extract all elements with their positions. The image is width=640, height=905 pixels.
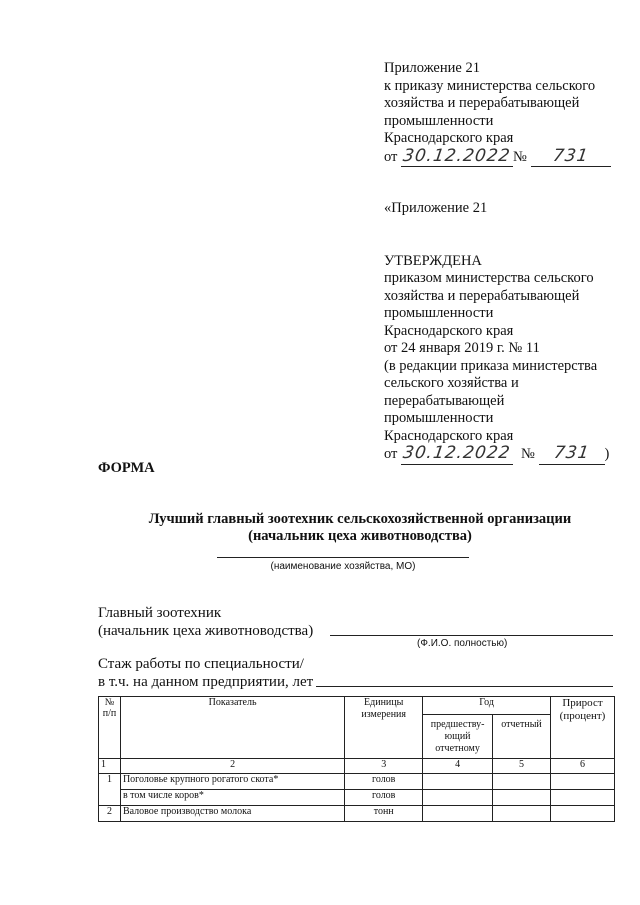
row-growth-value[interactable] <box>551 774 615 790</box>
approval-header <box>384 200 634 465</box>
col-number: 4 <box>423 759 493 774</box>
appendix-line: промышленности <box>384 112 494 129</box>
table-row <box>99 790 615 806</box>
order-date-line <box>384 145 634 168</box>
handwritten-date: 30.12.2022 <box>402 443 513 463</box>
approval-line: (в редакции приказа министерства <box>384 357 598 374</box>
approved-label: УТВЕРЖДЕНА <box>384 252 482 269</box>
date-prefix: от <box>384 446 398 462</box>
zootech-label-1: Главный зоотехник <box>98 605 222 621</box>
row-report-value[interactable] <box>493 790 551 806</box>
number-prefix: № <box>521 446 535 462</box>
title-line-1: Лучший главный зоотехник сельскохозяйственной организации <box>148 511 572 527</box>
appendix-quote-line: «Приложение 21 <box>384 200 488 216</box>
row-prev-value[interactable] <box>423 790 493 806</box>
row-report-value[interactable] <box>493 774 551 790</box>
appendix-line: хозяйства и перерабатывающей <box>384 95 580 111</box>
col-number: 5 <box>493 759 551 774</box>
form-title <box>90 511 630 545</box>
col-header-prev-year: предшеству-ющий отчетному <box>423 715 493 759</box>
approval-line: от 24 января 2019 г. № 11 <box>384 340 540 356</box>
row-indicator: в том числе коров* <box>120 790 344 806</box>
row-units: голов <box>345 774 423 790</box>
col-header-number: № п/п <box>99 697 121 759</box>
fio-caption: (Ф.И.О. полностью) <box>417 638 508 649</box>
row-indicator: Поголовье крупного рогатого скота* <box>120 774 344 790</box>
indicators-table <box>98 696 615 822</box>
approval-line: приказом министерства сельского <box>384 270 594 286</box>
row-units: голов <box>345 790 423 806</box>
number-prefix: № <box>513 148 527 165</box>
row-prev-value[interactable] <box>423 806 493 822</box>
experience-input-line[interactable] <box>316 686 613 687</box>
approval-line: хозяйства и перерабатывающей <box>384 287 580 304</box>
col-header-growth: Прирост (процент) <box>551 697 615 759</box>
appendix-line: к приказу министерства сельского <box>384 77 596 94</box>
experience-label-1: Стаж работы по специальности/ <box>98 656 304 672</box>
approval-line: Краснодарского края <box>384 427 514 444</box>
farm-name-line <box>217 557 469 558</box>
zootech-label-2: (начальник цеха животноводства) <box>98 623 314 639</box>
date-field <box>401 145 513 168</box>
title-line-2: (начальник цеха животноводства) <box>248 528 472 544</box>
form-label: ФОРМА <box>98 460 155 476</box>
amend-date-line <box>384 445 634 465</box>
number-field <box>539 445 605 465</box>
appendix-line: Приложение 21 <box>384 60 480 76</box>
appendix-line: Краснодарского края <box>384 130 514 146</box>
col-header-report-year: отчетный <box>493 715 551 759</box>
col-number: 6 <box>551 759 615 774</box>
table-row <box>99 774 615 790</box>
row-number: 2 <box>99 806 121 822</box>
approval-line: Краснодарского края <box>384 322 514 339</box>
row-growth-value[interactable] <box>551 806 615 822</box>
row-units: тонн <box>345 806 423 822</box>
fio-input-line[interactable] <box>330 635 613 636</box>
col-header-year: Год <box>423 697 551 715</box>
close-paren: ) <box>604 446 610 462</box>
approval-line: перерабатывающей <box>384 392 505 409</box>
col-header-indicator: Показатель <box>120 697 344 759</box>
col-number: 3 <box>345 759 423 774</box>
handwritten-number: 731 <box>552 443 591 463</box>
table-row <box>99 806 615 822</box>
col-header-units: Единицы измерения <box>345 697 423 759</box>
row-number: 1 <box>99 774 121 806</box>
row-growth-value[interactable] <box>551 790 615 806</box>
experience-label-2: в т.ч. на данном предприятии, лет <box>98 674 314 690</box>
approval-line: сельского хозяйства и <box>384 375 519 391</box>
appendix-header <box>384 60 634 167</box>
col-number: 2 <box>120 759 344 774</box>
approval-line: промышленности <box>384 305 494 321</box>
farm-name-caption: (наименование хозяйства, МО) <box>270 561 416 572</box>
row-indicator: Валовое производство молока <box>120 806 344 822</box>
handwritten-date: 30.12.2022 <box>402 145 513 166</box>
row-report-value[interactable] <box>493 806 551 822</box>
handwritten-number: 731 <box>551 145 590 166</box>
number-field <box>531 145 611 168</box>
date-prefix: от <box>384 148 398 165</box>
date-field <box>401 445 513 465</box>
col-number: 1 <box>99 759 121 774</box>
approval-line: промышленности <box>384 410 494 426</box>
row-prev-value[interactable] <box>423 774 493 790</box>
